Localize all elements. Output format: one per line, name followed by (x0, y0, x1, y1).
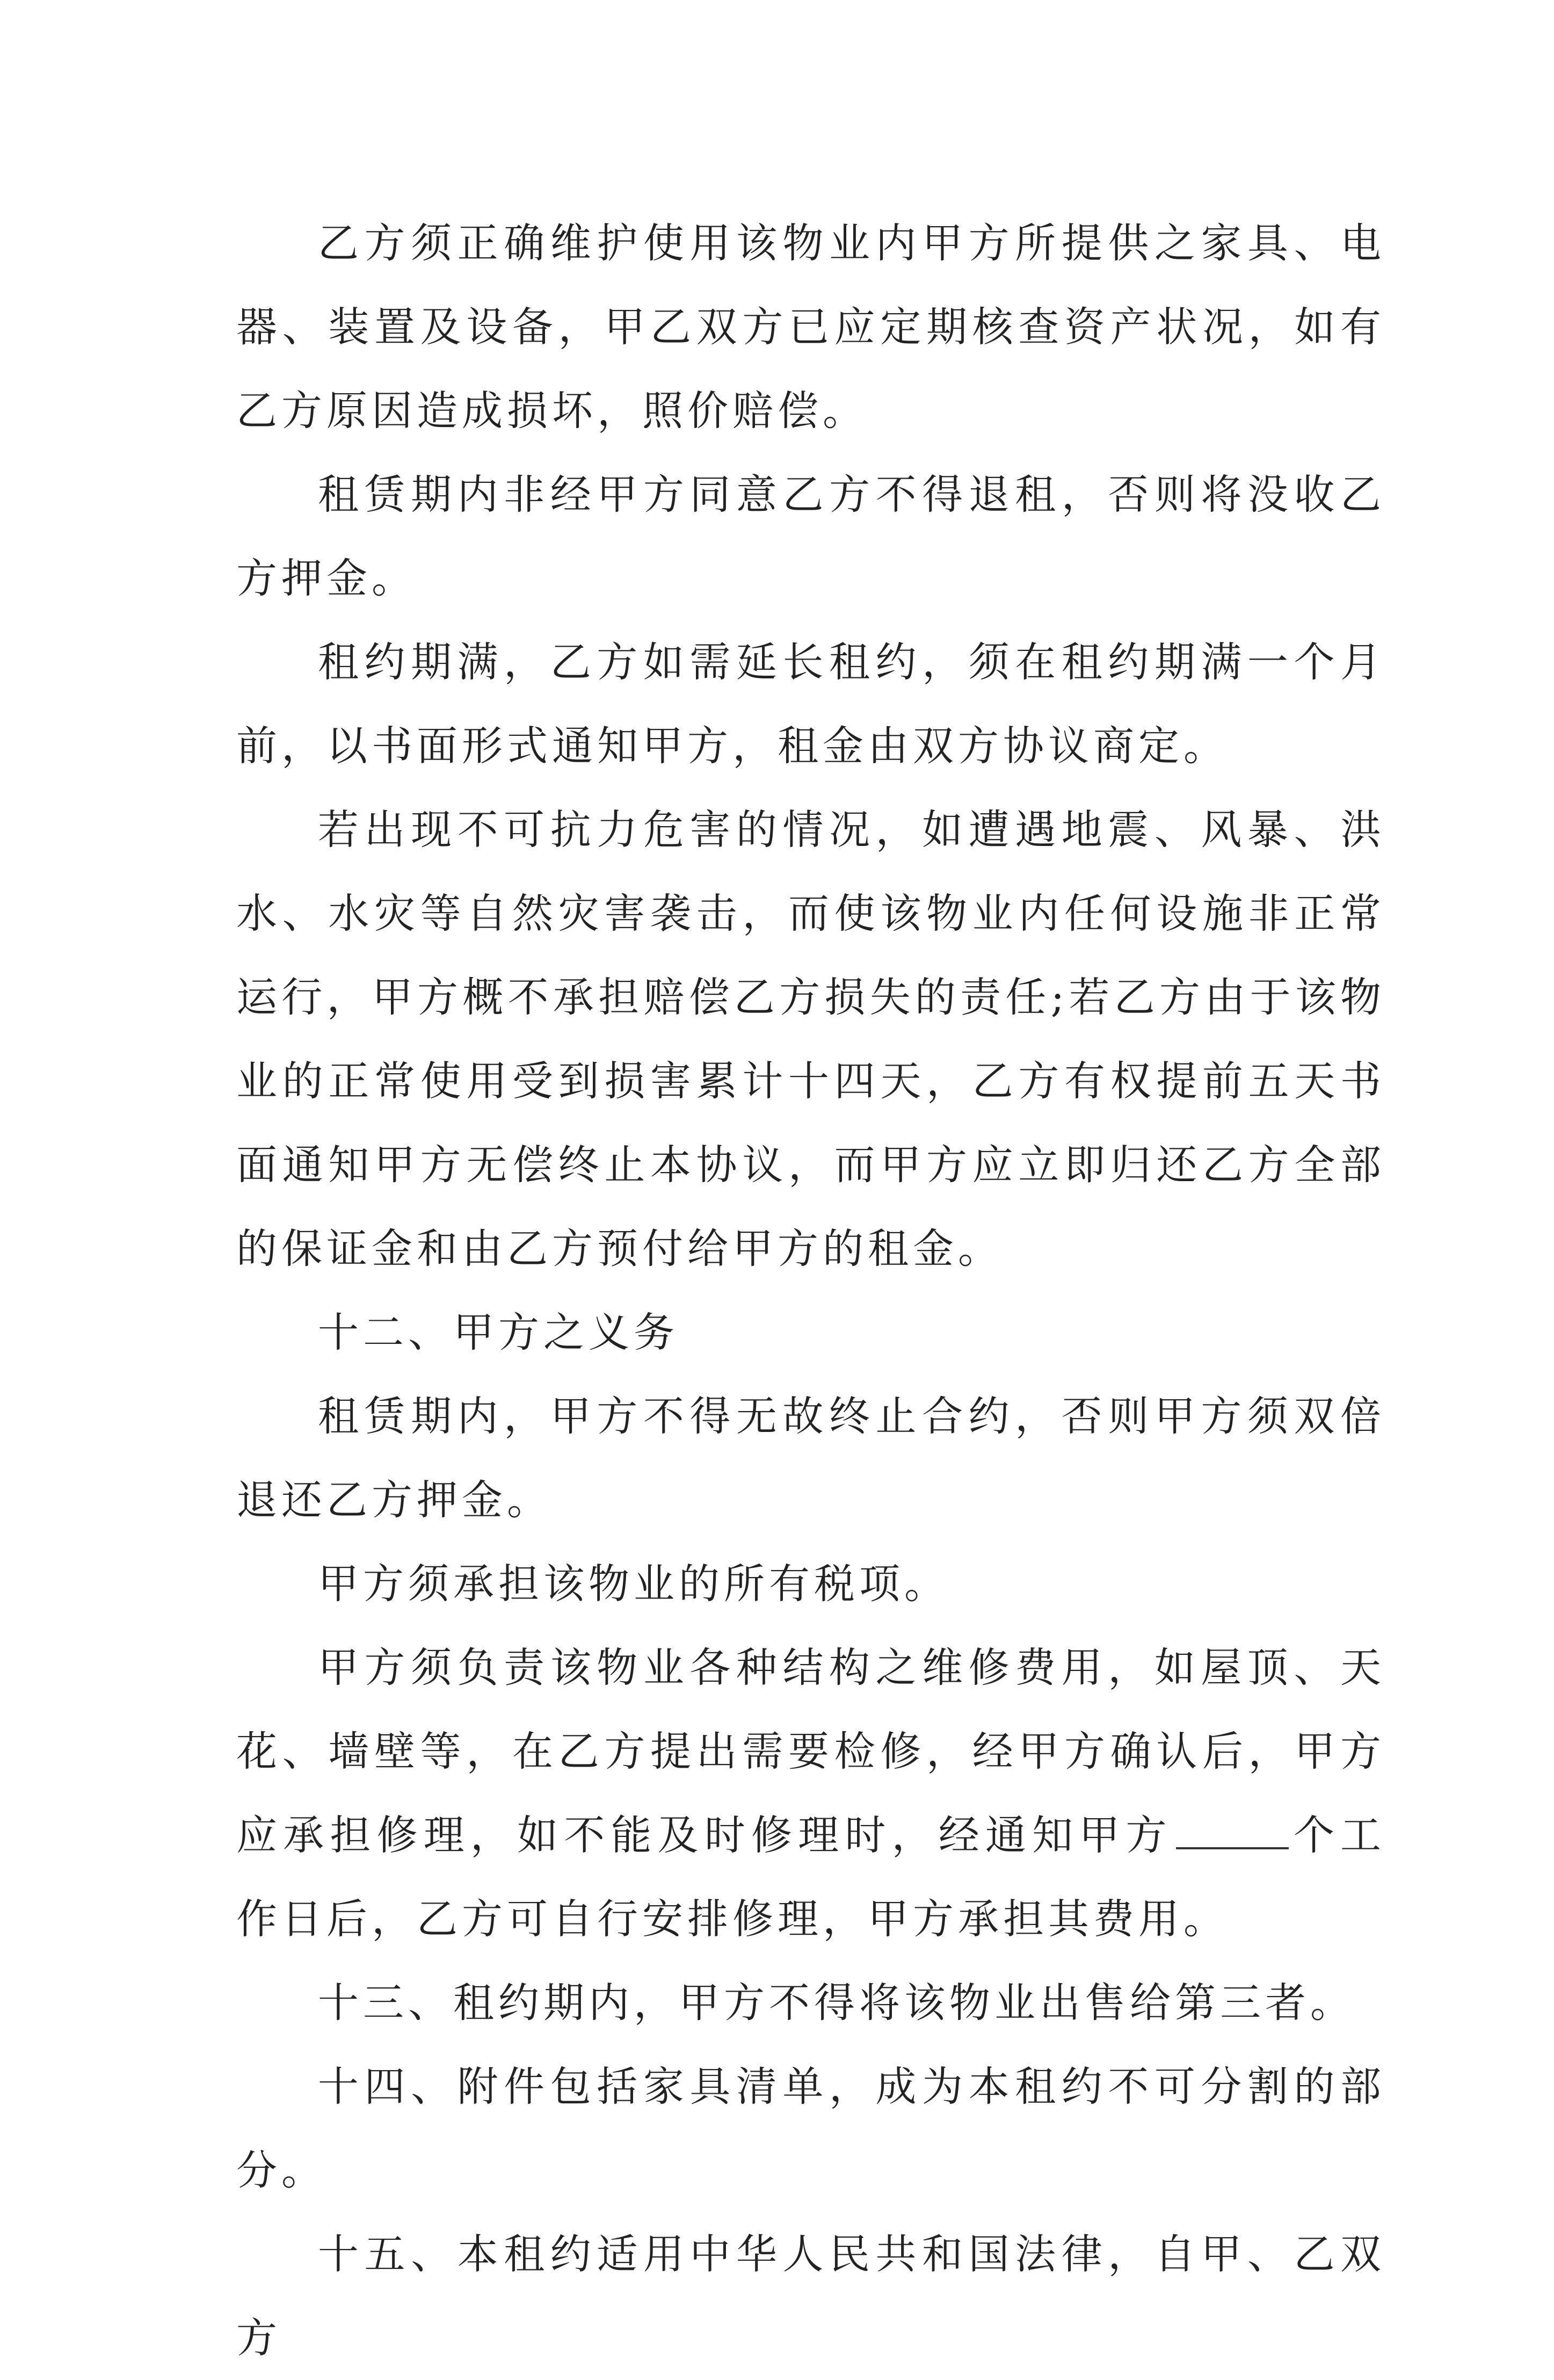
document-body (236, 201, 1385, 2380)
paragraph-repairs (236, 1626, 1385, 1961)
clause-fourteen: 十四、附件包括家具清单，成为本租约不可分割的部分。 (236, 2063, 1385, 2194)
paragraph-furniture-maintenance: 乙方须正确维护使用该物业内甲方所提供之家具、电器、装置及设备，甲乙双方已应定期核查资产状况，如有乙方原因造成损坏，照价赔偿。 (236, 219, 1385, 435)
repairs-text-before-blank: 甲方须负责该物业各种结构之维修费用，如屋顶、天花、墙壁等，在乙方提出需要检修，经甲方确认后，甲方应承担修理，如不能及时修理时，经通知甲方 (236, 1644, 1385, 1859)
clause-thirteen: 十三、租约期内，甲方不得将该物业出售给第三者。 (318, 1979, 1355, 2027)
paragraph-taxes: 甲方须承担该物业的所有税项。 (318, 1560, 949, 1608)
fill-in-blank-days (1176, 1815, 1289, 1849)
paragraph-force-majeure: 若出现不可抗力危害的情况，如遭遇地震、风暴、洪水、水灾等自然灾害袭击，而使该物业内任何设施非正常运行，甲方概不承担赔偿乙方损失的责任;若乙方由于该物业的正常使用受到损害累计十四天，乙方有权提前五天书面通知甲方无偿终止本协议，而甲方应立即归还乙方全部的保证金和由乙方预付给甲方的租金。 (236, 806, 1385, 1272)
paragraph-lease-renewal: 租约期满，乙方如需延长租约，须在租约期满一个月前，以书面形式通知甲方，租金由双方协议商定。 (236, 638, 1385, 770)
paragraph-no-termination: 租赁期内，甲方不得无故终止合约，否则甲方须双倍退还乙方押金。 (236, 1392, 1385, 1524)
clause-fifteen: 十五、本租约适用中华人民共和国法律，自甲、乙双方 (236, 2230, 1385, 2362)
paragraph-early-termination: 租赁期内非经甲方同意乙方不得退租，否则将没收乙方押金。 (236, 471, 1385, 602)
repairs-text-after-blank: 个工作日后，乙方可自行安排修理，甲方承担其费用。 (236, 1811, 1386, 1943)
section-heading-landlord-duties: 十二、甲方之义务 (318, 1308, 679, 1356)
